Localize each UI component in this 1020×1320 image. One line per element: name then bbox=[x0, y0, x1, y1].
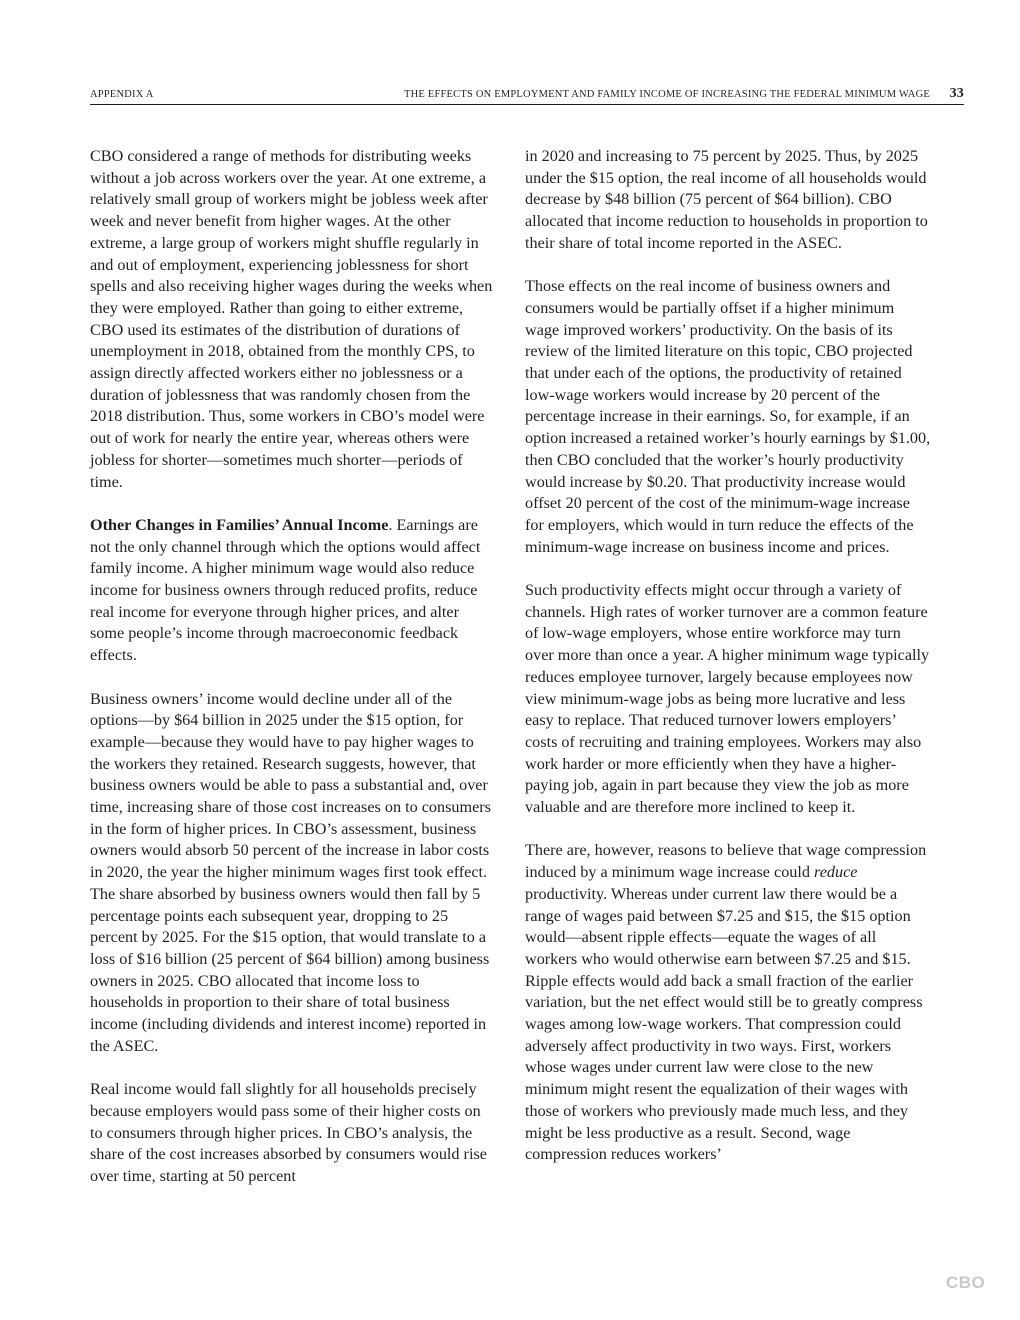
wage-compression-text-a: There are, however, reasons to believe that wage compression induced by a minimum wage increase could bbox=[525, 841, 927, 882]
wage-compression-text-b: productivity. Whereas under current law there would be a range of wages paid between $7.25 and $15, the $15 option would—absent ripple effects—equate the wages of all workers who would otherwise earn between $7.25 and $15. Ripple effects would add back a small fraction of the earlier variation, but the net effect would still be to greatly compress wages among low-wage workers. That compression could adversely affect productivity in two ways. First, workers whose wages under current law were close to the new minimum might resent the equalization of their wages with those of workers who previously made much less, and they might be less productive as a result. Second, wage compression reduces workers’ bbox=[525, 884, 923, 1164]
paragraph-other-changes-body: . Earnings are not the only channel through which the options would affect family income. A higher minimum wage would also reduce income for business owners through reduced profits, reduce real income for everyone through higher prices, and alter some people’s income through macroeconomic feedback effects. bbox=[90, 515, 481, 665]
left-column bbox=[90, 146, 496, 1209]
paragraph-real-income: Real income would fall slightly for all households precisely because employers would pass some of their higher costs on to consumers through higher prices. In CBO’s analysis, the share of the cost increases absorbed by consumers would rise over time, starting at 50 percent bbox=[90, 1080, 487, 1185]
header-report-title: THE EFFECTS ON EMPLOYMENT AND FAMILY INCOME OF INCREASING THE FEDERAL MINIMUM WAGE bbox=[404, 89, 930, 100]
paragraph-productivity-offset: Those effects on the real income of business owners and consumers would be partially offset if a higher minimum wage improved workers’ productivity. On the basis of its review of the limited literature on this topic, CBO projected that under each of the options, the productivity of retained low-wage workers would increase by 20 percent of the percentage increase in their earnings. So, for example, if an option increased a retained worker’s hourly earnings by $1.00, then CBO concluded that the worker’s hourly productivity would increase by $0.20. That productivity increase would offset 20 percent of the cost of the minimum-wage increase for employers, which would in turn reduce the effects of the minimum-wage increase on business income and prices. bbox=[525, 277, 931, 556]
running-header bbox=[90, 88, 964, 105]
paragraph-joblessness-distribution: CBO considered a range of methods for distributing weeks without a job across workers over the year. At one extreme, a relatively small group of workers might be jobless week after week and never benefit from higher wages. At the other extreme, a large group of workers might shuffle regularly in and out of employment, experiencing joblessness for short spells and also receiving higher wages during the weeks when they were employed. Rather than going to either extreme, CBO used its estimates of the distribution of durations of unemployment in 2018, obtained from the monthly CPS, to assign directly affected workers either no joblessness or a duration of joblessness that was randomly chosen from the 2018 distribution. Thus, some workers in CBO’s model were out of work for nearly the entire year, whereas others were jobless for shorter—sometimes much shorter—periods of time. bbox=[90, 147, 493, 491]
paragraph-wage-compression bbox=[525, 840, 931, 1166]
paragraph-real-income-continued: in 2020 and increasing to 75 percent by 2025. Thus, by 2025 under the $15 option, the real income of all households would decrease by $48 billion (75 percent of $64 billion). CBO allocated that income reduction to households in proportion to their share of total income reported in the ASEC. bbox=[525, 147, 928, 252]
emphasis-reduce: reduce bbox=[814, 863, 858, 882]
page-number: 33 bbox=[949, 86, 964, 101]
paragraph-other-changes bbox=[90, 515, 496, 667]
run-in-heading: Other Changes in Families’ Annual Income bbox=[90, 515, 389, 534]
paragraph-business-owners-income: Business owners’ income would decline under all of the options—by $64 billion in 2025 under the $15 option, for example—because they would have to pay higher wages to the workers they retained. Research suggests, however, that business owners would be able to pass a substantial and, over time, increasing share of those cost increases on to consumers in the form of higher prices. In CBO’s assessment, business owners would absorb 50 percent of the increase in labor costs in 2020, the year the higher minimum wages first took effect. The share absorbed by business owners would then fall by 5 percentage points each subsequent year, dropping to 25 percent by 2025. For the $15 option, that would translate to a loss of $16 billion (25 percent of $64 billion) among business owners in 2025. CBO allocated that income loss to households in proportion to their share of total business income (including dividends and interest income) reported in the ASEC. bbox=[90, 689, 491, 1055]
right-column bbox=[525, 146, 931, 1188]
header-section-label: APPENDIX A bbox=[90, 89, 154, 100]
paragraph-productivity-channels: Such productivity effects might occur through a variety of channels. High rates of worker turnover are a common feature of low-wage employers, whose entire workforce may turn over more than once a year. A higher minimum wage typically reduces employee turnover, largely because employees now view minimum-wage jobs as being more lucrative and less easy to replace. That reduced turnover lowers employers’ costs of recruiting and training employees. Workers may also work harder or more efficiently when they have a higher-paying job, again in part because they view the job as more valuable and are therefore more inclined to keep it. bbox=[525, 581, 930, 817]
cbo-logo: CBO bbox=[946, 1273, 986, 1292]
